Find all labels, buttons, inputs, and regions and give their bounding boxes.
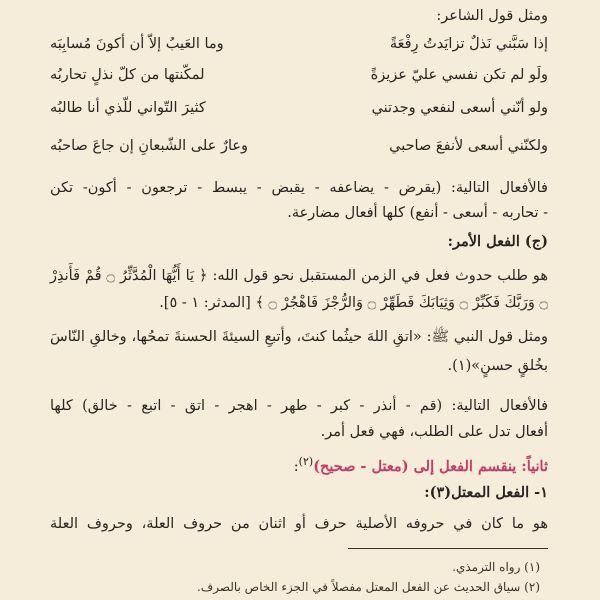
intro-line: ومثل قول الشاعر: [436, 8, 548, 24]
poem-verse-1-right: إذا سَبَّني نَذلٌ تزايَدتُ رِفْعَةً [389, 36, 548, 52]
poem-verse-4 [50, 138, 548, 160]
paragraph-2-line-1: هو طلب حدوث فعل في الزمن المستقبل نحو قول الله: ﴿ يَا أَيُّهَا الْمُدَّثِّرُ ۝ قُمْ فَأَنذِرْ [50, 268, 548, 284]
poem-verse-1-left: وما العَيبُ إلاّ أن أكونَ مُسابِبَه [50, 36, 224, 52]
poem-verse-1 [50, 36, 548, 58]
section-2-colon: : [293, 458, 299, 475]
poem-verse-3-left: كثيرَ التّواني للّذي أنا طالبُه [50, 100, 206, 116]
section-2-heading [294, 452, 548, 477]
paragraph-1-line-1: فالأفعال التالية: (يقرض - يضاعفه - يقبض - يبسط - ترجعون - أكون- تكن [50, 180, 548, 196]
poem-verse-3-right: ولو أنّني أسعى لنفعي وجدتني [371, 100, 548, 116]
poem-verse-2 [50, 67, 548, 89]
poem-verse-2-right: ولَو لم تكن نفسي عليّ عزيزةً [370, 67, 548, 83]
paragraph-4-line-2: أفعال تدل على الطلب، فهي فعل أمر. [320, 424, 548, 440]
paragraph-3-line-2: بخُلقٍ حسنٍ»(١). [447, 358, 548, 374]
footnote-1: (١) رواه الترمذي. [452, 560, 540, 574]
poem-verse-2-left: لمكّنتها من كلّ نذلٍ تحاربُه [50, 67, 205, 83]
section-2-heading-text: ثانياً: ينقسم الفعل إلى (معتل - صحيح) [313, 457, 548, 475]
poem-verse-4-left: وعارٌ على الشّبعانِ إن جاعَ صاحبُه [50, 138, 249, 154]
paragraph-2-line-2: ۝ وَرَبَّكَ فَكَبِّرْ ۝ وَثِيَابَكَ فَطَهِّرْ ۝ وَالرُّجْزَ فَاهْجُرْ ۝ ﴾ [المدثر: ١ - ٥]. [159, 295, 548, 311]
paragraph-3-line-1: ومثل قول النبي ﷺ: «اتقِ اللهَ حيثُما كنتَ، وأتبعِ السيئةَ الحسنةَ تمحُها، وخالقِ النّاسَ [50, 329, 548, 345]
poem-verse-4-right: ولكنّني أسعى لأنفعَ صاحبي [389, 138, 548, 154]
subheading-weak-verb: ١- الفعل المعتل(٣): [424, 484, 548, 501]
poem-verse-3 [50, 100, 548, 122]
footnote-marker-2: (٢) [298, 455, 314, 468]
heading-imperative: (ج) الفعل الأمر: [447, 233, 548, 250]
paragraph-1-line-2: - تحاربه - أسعى - أنفع) كلها أفعال مضارعة. [287, 205, 548, 221]
footnote-2: (٢) سياق الحديث عن الفعل المعتل مفصلاً في الجزء الخاص بالصرف. [196, 580, 540, 594]
footnote-separator [348, 548, 548, 549]
paragraph-5-line-1: هو ما كان في حروفه الأصلية حرف أو اثنان من حروف العلة، وحروف العلة [50, 516, 548, 532]
paragraph-4-line-1: فالأفعال التالية: (قم - أنذر - كبر - طهر - اهجر - اتق - اتبع - خالق) كلها [50, 398, 548, 414]
